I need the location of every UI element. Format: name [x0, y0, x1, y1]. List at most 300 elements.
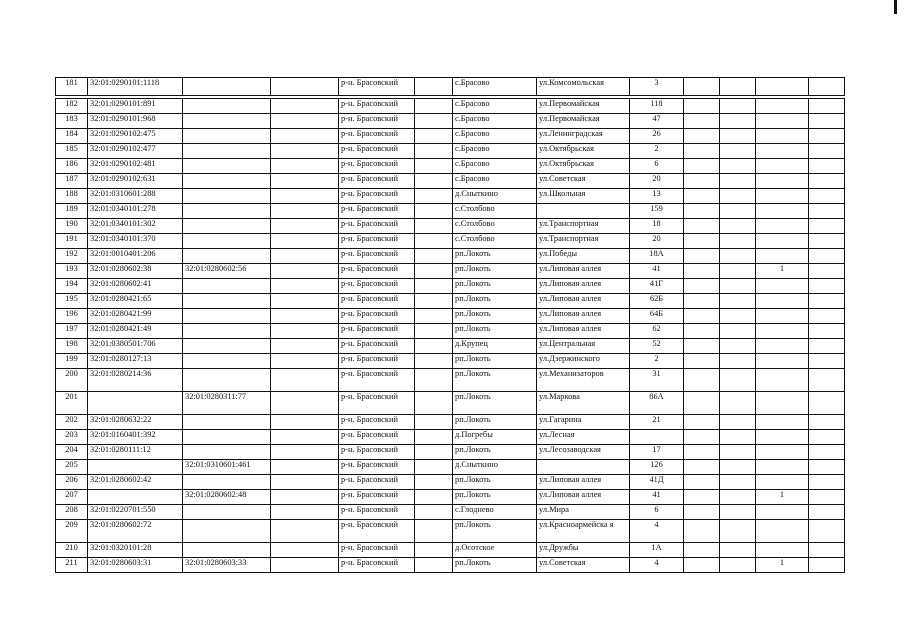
locality-cell: д.Сныткино	[453, 189, 537, 204]
table-row	[56, 309, 845, 324]
row-number: 197	[56, 324, 88, 339]
row-number: 185	[56, 144, 88, 159]
count-cell	[756, 114, 809, 129]
empty-cell	[684, 520, 720, 543]
table-row	[56, 144, 845, 159]
row-number: 201	[56, 392, 88, 415]
cadastral-number-cell: 32:01:0290102:631	[88, 174, 183, 189]
table-row	[56, 430, 845, 445]
table-row	[56, 189, 845, 204]
row-number: 186	[56, 159, 88, 174]
related-cadastral-cell	[183, 129, 271, 144]
row-number: 208	[56, 505, 88, 520]
house-number-cell: 2	[630, 354, 684, 369]
related-cadastral-cell	[183, 430, 271, 445]
locality-cell: д.Погребы	[453, 430, 537, 445]
empty-cell	[684, 369, 720, 392]
empty-cell	[809, 460, 845, 475]
street-cell: ул.Гагарина	[537, 415, 630, 430]
empty-cell	[415, 189, 453, 204]
street-cell	[537, 460, 630, 475]
count-cell	[756, 99, 809, 114]
empty-cell	[684, 339, 720, 354]
empty-cell	[720, 324, 756, 339]
empty-cell	[809, 264, 845, 279]
empty-cell	[415, 505, 453, 520]
empty-cell	[684, 264, 720, 279]
row-number: 195	[56, 294, 88, 309]
house-number-cell: 118	[630, 99, 684, 114]
empty-cell	[415, 144, 453, 159]
empty-cell	[809, 204, 845, 219]
related-cadastral-cell	[183, 339, 271, 354]
empty-cell	[720, 99, 756, 114]
registry-table	[55, 77, 845, 573]
table-row	[56, 445, 845, 460]
empty-cell	[415, 430, 453, 445]
count-cell	[756, 445, 809, 460]
cadastral-number-cell: 32:01:0320101:28	[88, 543, 183, 558]
empty-cell	[809, 78, 845, 96]
locality-cell: с.Брасово	[453, 144, 537, 159]
locality-cell: с.Брасово	[453, 174, 537, 189]
related-cadastral-cell	[183, 324, 271, 339]
house-number-cell: 41	[630, 264, 684, 279]
count-cell	[756, 204, 809, 219]
house-number-cell: 64Б	[630, 309, 684, 324]
count-cell	[756, 294, 809, 309]
empty-cell	[271, 204, 339, 219]
house-number-cell: 3	[630, 78, 684, 96]
empty-cell	[809, 354, 845, 369]
count-cell	[756, 78, 809, 96]
empty-cell	[271, 520, 339, 543]
empty-cell	[271, 369, 339, 392]
count-cell	[756, 189, 809, 204]
empty-cell	[809, 392, 845, 415]
table-row	[56, 354, 845, 369]
count-cell	[756, 219, 809, 234]
empty-cell	[684, 490, 720, 505]
locality-cell: рп.Локоть	[453, 294, 537, 309]
empty-cell	[271, 543, 339, 558]
district-cell: р-н. Брасовский	[339, 505, 415, 520]
empty-cell	[720, 392, 756, 415]
house-number-cell: 18А	[630, 249, 684, 264]
street-cell: ул.Дзержинского	[537, 354, 630, 369]
street-cell: ул.Первомайская	[537, 114, 630, 129]
empty-cell	[809, 99, 845, 114]
street-cell: ул.Лесозаводская	[537, 445, 630, 460]
district-cell: р-н. Брасовский	[339, 445, 415, 460]
related-cadastral-cell	[183, 475, 271, 490]
street-cell: ул.Липовая аллея	[537, 324, 630, 339]
empty-cell	[415, 159, 453, 174]
cadastral-number-cell: 32:01:0280602:38	[88, 264, 183, 279]
related-cadastral-cell	[183, 189, 271, 204]
table-row	[56, 520, 845, 543]
row-number: 189	[56, 204, 88, 219]
empty-cell	[415, 415, 453, 430]
empty-cell	[271, 99, 339, 114]
table-row	[56, 159, 845, 174]
count-cell	[756, 159, 809, 174]
empty-cell	[720, 460, 756, 475]
cadastral-number-cell: 32:01:0290102:477	[88, 144, 183, 159]
empty-cell	[415, 294, 453, 309]
related-cadastral-cell	[183, 219, 271, 234]
row-number: 194	[56, 279, 88, 294]
empty-cell	[415, 354, 453, 369]
empty-cell	[809, 490, 845, 505]
street-cell: ул.Липовая аллея	[537, 294, 630, 309]
row-number: 183	[56, 114, 88, 129]
cadastral-number-cell: 32:01:0280214:36	[88, 369, 183, 392]
district-cell: р-н. Брасовский	[339, 430, 415, 445]
house-number-cell: 62Б	[630, 294, 684, 309]
street-cell: ул.Маркова	[537, 392, 630, 415]
cadastral-number-cell: 32:01:0160401:392	[88, 430, 183, 445]
count-cell	[756, 354, 809, 369]
locality-cell: с.Столбово	[453, 234, 537, 249]
empty-cell	[720, 114, 756, 129]
locality-cell: рп.Локоть	[453, 279, 537, 294]
related-cadastral-cell	[183, 78, 271, 96]
count-cell	[756, 324, 809, 339]
street-cell: ул.Липовая аллея	[537, 309, 630, 324]
empty-cell	[720, 78, 756, 96]
empty-cell	[415, 324, 453, 339]
cadastral-number-cell: 32:01:0340101:278	[88, 204, 183, 219]
table-row	[56, 415, 845, 430]
empty-cell	[271, 475, 339, 490]
empty-cell	[684, 219, 720, 234]
empty-cell	[415, 78, 453, 96]
house-number-cell: 47	[630, 114, 684, 129]
empty-cell	[271, 174, 339, 189]
empty-cell	[684, 234, 720, 249]
empty-cell	[684, 114, 720, 129]
district-cell: р-н. Брасовский	[339, 234, 415, 249]
empty-cell	[809, 430, 845, 445]
cadastral-number-cell: 32:01:0290102:475	[88, 129, 183, 144]
district-cell: р-н. Брасовский	[339, 558, 415, 573]
locality-cell: рп.Локоть	[453, 369, 537, 392]
count-cell	[756, 369, 809, 392]
district-cell: р-н. Брасовский	[339, 520, 415, 543]
row-number: 200	[56, 369, 88, 392]
related-cadastral-cell: 32:01:0310601:461	[183, 460, 271, 475]
district-cell: р-н. Брасовский	[339, 219, 415, 234]
count-cell	[756, 249, 809, 264]
district-cell: р-н. Брасовский	[339, 99, 415, 114]
cadastral-number-cell: 32:01:0280632:22	[88, 415, 183, 430]
locality-cell: рп.Локоть	[453, 249, 537, 264]
row-number: 204	[56, 445, 88, 460]
empty-cell	[415, 490, 453, 505]
house-number-cell: 17	[630, 445, 684, 460]
empty-cell	[684, 460, 720, 475]
related-cadastral-cell	[183, 279, 271, 294]
locality-cell: рп.Локоть	[453, 520, 537, 543]
related-cadastral-cell	[183, 294, 271, 309]
empty-cell	[684, 78, 720, 96]
district-cell: р-н. Брасовский	[339, 543, 415, 558]
related-cadastral-cell	[183, 114, 271, 129]
empty-cell	[271, 354, 339, 369]
empty-cell	[809, 279, 845, 294]
house-number-cell: 18	[630, 219, 684, 234]
empty-cell	[415, 204, 453, 219]
locality-cell: с.Брасово	[453, 129, 537, 144]
row-number: 187	[56, 174, 88, 189]
empty-cell	[271, 430, 339, 445]
house-number-cell: 159	[630, 204, 684, 219]
related-cadastral-cell	[183, 249, 271, 264]
count-cell	[756, 460, 809, 475]
empty-cell	[809, 558, 845, 573]
row-number: 198	[56, 339, 88, 354]
empty-cell	[809, 520, 845, 543]
empty-cell	[809, 505, 845, 520]
table-row	[56, 114, 845, 129]
empty-cell	[684, 249, 720, 264]
locality-cell: с.Столбово	[453, 219, 537, 234]
cadastral-number-cell: 32:01:0280127:13	[88, 354, 183, 369]
empty-cell	[684, 159, 720, 174]
house-number-cell: 21	[630, 415, 684, 430]
related-cadastral-cell: 32:01:0280602:48	[183, 490, 271, 505]
empty-cell	[684, 189, 720, 204]
count-cell: 1	[756, 490, 809, 505]
house-number-cell: 62	[630, 324, 684, 339]
house-number-cell	[630, 430, 684, 445]
empty-cell	[720, 445, 756, 460]
empty-cell	[720, 234, 756, 249]
count-cell	[756, 234, 809, 249]
empty-cell	[684, 558, 720, 573]
table-row	[56, 234, 845, 249]
house-number-cell: 4	[630, 558, 684, 573]
house-number-cell: 52	[630, 339, 684, 354]
district-cell: р-н. Брасовский	[339, 189, 415, 204]
street-cell: ул.Липовая аллея	[537, 490, 630, 505]
district-cell: р-н. Брасовский	[339, 249, 415, 264]
row-number: 188	[56, 189, 88, 204]
registry-table-container	[55, 77, 845, 573]
empty-cell	[271, 234, 339, 249]
empty-cell	[415, 174, 453, 189]
empty-cell	[415, 309, 453, 324]
table-row	[56, 543, 845, 558]
row-number: 190	[56, 219, 88, 234]
cadastral-number-cell	[88, 392, 183, 415]
empty-cell	[271, 445, 339, 460]
empty-cell	[720, 415, 756, 430]
cadastral-number-cell: 32:01:0290101:1118	[88, 78, 183, 96]
empty-cell	[684, 309, 720, 324]
related-cadastral-cell	[183, 505, 271, 520]
street-cell: ул.Транспортная	[537, 219, 630, 234]
empty-cell	[720, 309, 756, 324]
street-cell: ул.Победы	[537, 249, 630, 264]
house-number-cell: 41Г	[630, 279, 684, 294]
empty-cell	[271, 279, 339, 294]
empty-cell	[271, 324, 339, 339]
row-number: 206	[56, 475, 88, 490]
cadastral-number-cell: 32:01:0290102:481	[88, 159, 183, 174]
empty-cell	[720, 129, 756, 144]
count-cell	[756, 309, 809, 324]
count-cell: 1	[756, 264, 809, 279]
row-number: 203	[56, 430, 88, 445]
count-cell	[756, 475, 809, 490]
locality-cell: рп.Локоть	[453, 490, 537, 505]
cadastral-number-cell: 32:01:0220701:550	[88, 505, 183, 520]
empty-cell	[809, 324, 845, 339]
table-row	[56, 279, 845, 294]
empty-cell	[271, 505, 339, 520]
locality-cell: рп.Локоть	[453, 445, 537, 460]
empty-cell	[684, 415, 720, 430]
empty-cell	[415, 369, 453, 392]
empty-cell	[271, 415, 339, 430]
district-cell: р-н. Брасовский	[339, 294, 415, 309]
cadastral-number-cell: 32:01:0280421:99	[88, 309, 183, 324]
empty-cell	[415, 475, 453, 490]
row-number: 210	[56, 543, 88, 558]
table-row	[56, 475, 845, 490]
district-cell: р-н. Брасовский	[339, 114, 415, 129]
empty-cell	[684, 174, 720, 189]
empty-cell	[684, 99, 720, 114]
empty-cell	[809, 159, 845, 174]
row-number: 205	[56, 460, 88, 475]
district-cell: р-н. Брасовский	[339, 475, 415, 490]
empty-cell	[415, 392, 453, 415]
empty-cell	[271, 460, 339, 475]
district-cell: р-н. Брасовский	[339, 339, 415, 354]
empty-cell	[720, 369, 756, 392]
locality-cell: рп.Локоть	[453, 309, 537, 324]
street-cell: ул.Советская	[537, 558, 630, 573]
empty-cell	[720, 520, 756, 543]
district-cell: р-н. Брасовский	[339, 144, 415, 159]
empty-cell	[415, 460, 453, 475]
house-number-cell: 13	[630, 189, 684, 204]
district-cell: р-н. Брасовский	[339, 324, 415, 339]
empty-cell	[684, 505, 720, 520]
street-cell	[537, 204, 630, 219]
empty-cell	[271, 294, 339, 309]
row-number: 182	[56, 99, 88, 114]
empty-cell	[684, 294, 720, 309]
empty-cell	[720, 279, 756, 294]
row-number: 184	[56, 129, 88, 144]
locality-cell: д.Крупец	[453, 339, 537, 354]
empty-cell	[809, 339, 845, 354]
related-cadastral-cell	[183, 234, 271, 249]
locality-cell: рп.Локоть	[453, 392, 537, 415]
empty-cell	[271, 129, 339, 144]
empty-cell	[684, 204, 720, 219]
locality-cell: д.Сныткино	[453, 460, 537, 475]
street-cell: ул.Первомайская	[537, 99, 630, 114]
house-number-cell: 20	[630, 234, 684, 249]
cadastral-number-cell: 32:01:0310601:288	[88, 189, 183, 204]
empty-cell	[684, 324, 720, 339]
cadastral-number-cell: 32:01:0340101:370	[88, 234, 183, 249]
empty-cell	[809, 174, 845, 189]
row-number: 191	[56, 234, 88, 249]
empty-cell	[809, 129, 845, 144]
table-row	[56, 490, 845, 505]
empty-cell	[720, 505, 756, 520]
district-cell: р-н. Брасовский	[339, 415, 415, 430]
street-cell: ул.Центральная	[537, 339, 630, 354]
district-cell: р-н. Брасовский	[339, 204, 415, 219]
count-cell	[756, 144, 809, 159]
empty-cell	[720, 159, 756, 174]
empty-cell	[271, 264, 339, 279]
district-cell: р-н. Брасовский	[339, 354, 415, 369]
table-row	[56, 78, 845, 96]
locality-cell: с.Столбово	[453, 204, 537, 219]
house-number-cell: 6	[630, 159, 684, 174]
row-number: 202	[56, 415, 88, 430]
table-row	[56, 264, 845, 279]
count-cell	[756, 174, 809, 189]
locality-cell: с.Глоднево	[453, 505, 537, 520]
street-cell: ул.Транспортная	[537, 234, 630, 249]
row-number: 211	[56, 558, 88, 573]
count-cell	[756, 279, 809, 294]
locality-cell: с.Брасово	[453, 159, 537, 174]
table-row	[56, 219, 845, 234]
empty-cell	[720, 174, 756, 189]
count-cell	[756, 520, 809, 543]
district-cell: р-н. Брасовский	[339, 174, 415, 189]
empty-cell	[720, 475, 756, 490]
house-number-cell: 20	[630, 174, 684, 189]
empty-cell	[271, 144, 339, 159]
house-number-cell: 41Д	[630, 475, 684, 490]
empty-cell	[684, 543, 720, 558]
district-cell: р-н. Брасовский	[339, 369, 415, 392]
locality-cell: рп.Локоть	[453, 324, 537, 339]
table-row	[56, 204, 845, 219]
empty-cell	[809, 475, 845, 490]
row-number: 181	[56, 78, 88, 96]
table-row	[56, 174, 845, 189]
district-cell: р-н. Брасовский	[339, 279, 415, 294]
street-cell: ул.Липовая аллея	[537, 279, 630, 294]
empty-cell	[809, 234, 845, 249]
empty-cell	[809, 369, 845, 392]
table-row	[56, 339, 845, 354]
count-cell	[756, 415, 809, 430]
related-cadastral-cell	[183, 99, 271, 114]
locality-cell: рп.Локоть	[453, 264, 537, 279]
empty-cell	[809, 294, 845, 309]
empty-cell	[684, 392, 720, 415]
related-cadastral-cell	[183, 159, 271, 174]
street-cell: ул.Мира	[537, 505, 630, 520]
row-number: 199	[56, 354, 88, 369]
related-cadastral-cell	[183, 144, 271, 159]
cadastral-number-cell	[88, 490, 183, 505]
house-number-cell: 6	[630, 505, 684, 520]
